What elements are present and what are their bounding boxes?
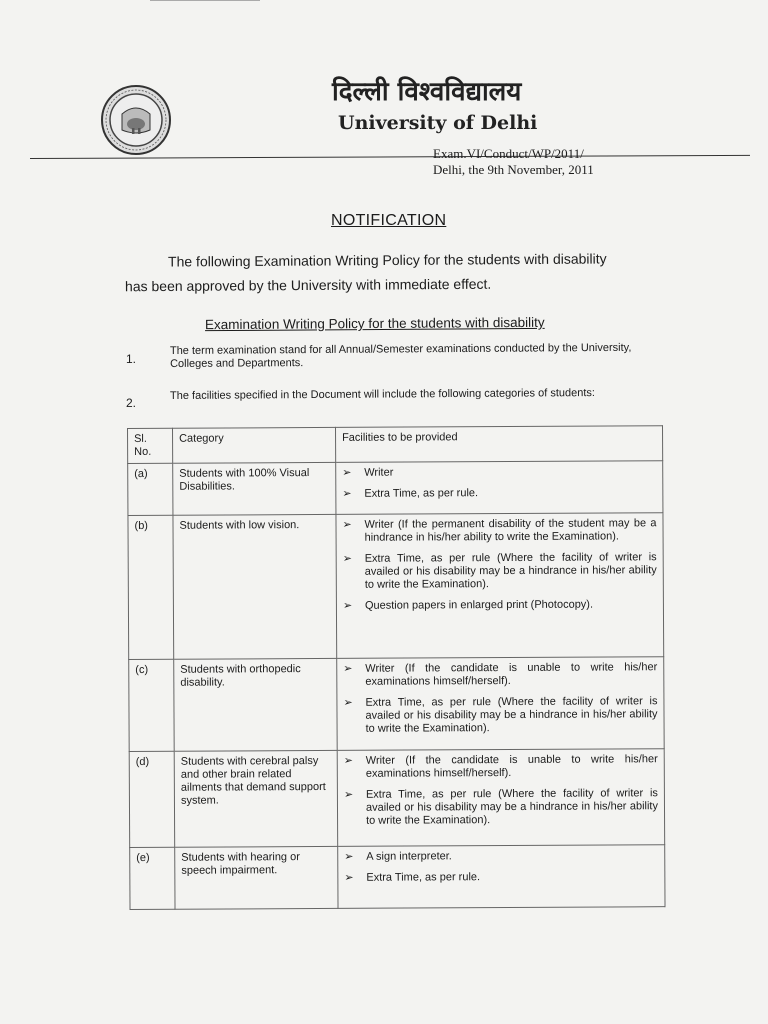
facility-item: ➢ Extra Time, as per rule (Where the facility of writer is availed or his disability may be a hindrance in his/her ability to write the Examination).: [342, 551, 657, 591]
point-number: 1.: [126, 352, 137, 366]
facility-item: ➢ A sign interpreter.: [344, 850, 452, 863]
reference-date: Delhi, the 9th November, 2011: [433, 162, 594, 177]
facility-item: ➢ Writer (If the permanent disability of the student may be a hindrance in his/her ability to write the Examination).: [342, 517, 657, 544]
arrow-bullet-icon: ➢: [344, 850, 354, 863]
table-row: [128, 513, 664, 660]
arrow-bullet-icon: ➢: [342, 487, 352, 500]
sl-no-cell: (d): [129, 751, 175, 847]
facility-item: ➢ Extra Time, as per rule (Where the facility of writer is availed or his disability may be a hindrance in his/her ability to write the Examination).: [343, 787, 659, 827]
header-category: Category: [173, 427, 336, 463]
facility-item: ➢ Extra Time, as per rule.: [344, 871, 481, 884]
facilities-cell: [338, 845, 665, 909]
arrow-bullet-icon: ➢: [342, 518, 352, 531]
notification-title: NOTIFICATION: [331, 212, 447, 229]
reference-number: Exam.VI/Conduct/WP/2011/: [433, 146, 584, 161]
facilities-cell: [337, 749, 664, 847]
category-cell: Students with orthopedic disability.: [174, 658, 337, 751]
arrow-bullet-icon: ➢: [342, 466, 352, 479]
facility-item: ➢ Writer (If the candidate is unable to write his/her examinations himself/herself).: [343, 661, 658, 688]
arrow-bullet-icon: ➢: [343, 788, 354, 801]
category-cell: Students with low vision.: [173, 514, 337, 659]
point-text: The facilities specified in the Document will include the following categories of students:: [169, 387, 595, 402]
facility-item: ➢ Extra Time, as per rule.: [342, 487, 479, 500]
policy-subheading: Examination Writing Policy for the students with disability: [204, 314, 545, 333]
table-row: [129, 657, 664, 752]
reference-block: [433, 146, 594, 178]
facility-item: ➢ Writer: [342, 466, 394, 479]
table-header-row: [128, 426, 663, 464]
english-university-name: University of Delhi: [338, 112, 538, 134]
facility-item: ➢ Writer (If the candidate is unable to write his/her examinations himself/herself).: [343, 753, 658, 780]
sl-no-cell: (e): [130, 847, 175, 909]
intro-line-2: has been approved by the University with immediate effect.: [124, 275, 492, 295]
category-cell: Students with cerebral palsy and other brain related ailments that demand support system.: [174, 750, 338, 847]
arrow-bullet-icon: ➢: [343, 754, 353, 767]
arrow-bullet-icon: ➢: [343, 662, 353, 675]
arrow-bullet-icon: ➢: [342, 552, 352, 565]
point-number: 2.: [126, 396, 137, 410]
facilities-cell: [337, 657, 664, 751]
scan-mark: [150, 0, 260, 1]
sl-no-cell: (b): [128, 515, 174, 659]
facilities-cell: [336, 461, 663, 515]
hindi-university-name: दिल्ली विश्वविद्यालय: [332, 77, 522, 107]
header-sl-no: Sl. No.: [128, 428, 173, 463]
arrow-bullet-icon: ➢: [342, 599, 353, 612]
point-text: The term examination stand for all Annual/Semester examinations conducted by the University, Colleges and Departments.: [169, 341, 632, 370]
table-row: [130, 845, 665, 910]
category-cell: Students with 100% Visual Disabilities.: [173, 462, 336, 515]
arrow-bullet-icon: ➢: [344, 871, 354, 884]
header-facilities: Facilities to be provided: [335, 426, 662, 463]
sl-no-cell: (c): [129, 659, 174, 751]
facility-item: ➢ Extra Time, as per rule (Where the facility of writer is availed or his disability may be a hindrance in his/her ability to write the Examination).: [343, 695, 658, 735]
sl-no-cell: (a): [128, 463, 173, 515]
arrow-bullet-icon: ➢: [343, 696, 353, 709]
table-row: [129, 749, 664, 848]
category-cell: Students with hearing or speech impairment.: [175, 846, 338, 909]
facilities-cell: [336, 513, 664, 659]
table-row: [128, 461, 663, 516]
policy-table: [127, 425, 666, 910]
facility-item: ➢ Question papers in enlarged print (Photocopy).: [342, 598, 594, 612]
intro-line-1: The following Examination Writing Policy for the students with disability: [167, 250, 607, 270]
university-seal-icon: [100, 84, 172, 156]
